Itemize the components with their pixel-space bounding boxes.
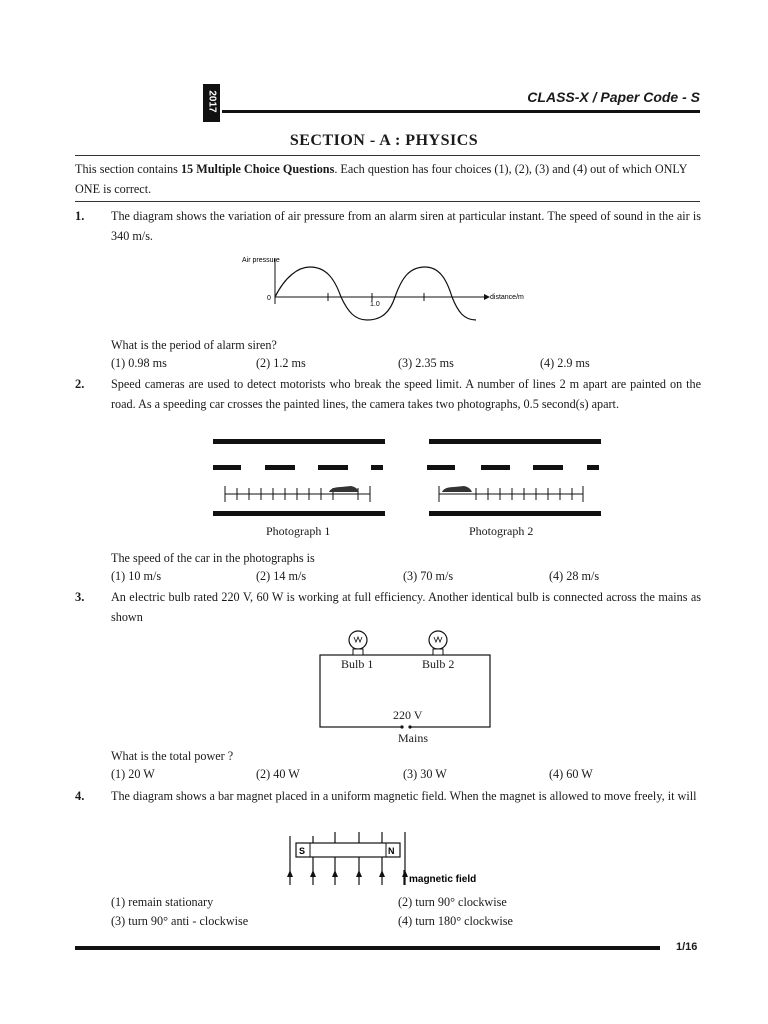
photograph-2-road [427, 439, 601, 516]
question-prompt-2: The speed of the car in the photographs is [111, 551, 315, 565]
mains-terminal [400, 725, 403, 728]
q4-option-1[interactable]: (1) remain stationary [111, 895, 214, 909]
lane-dash [587, 465, 599, 470]
q2-option-3[interactable]: (3) 70 m/s [403, 569, 454, 583]
bulb-2-icon [429, 631, 447, 655]
q4-option-3[interactable]: (3) turn 90° anti - clockwise [111, 914, 249, 928]
voltage-label: 220 V [393, 708, 423, 722]
bulb-1-label: Bulb 1 [341, 657, 374, 671]
section-rule-bottom [75, 201, 700, 202]
q3-option-2[interactable]: (2) 40 W [256, 767, 300, 781]
question-number-2: 2. [75, 377, 85, 391]
bulb-1-icon [349, 631, 367, 655]
q2-option-4[interactable]: (4) 28 m/s [549, 569, 600, 583]
road-edge [429, 439, 601, 444]
section-rule-top [75, 155, 700, 156]
road-edge [213, 439, 385, 444]
q3-option-3[interactable]: (3) 30 W [403, 767, 447, 781]
speed-camera-road-figure [205, 437, 605, 520]
distance-axis-label: distance/m [490, 294, 524, 301]
q1-option-4[interactable]: (4) 2.9 ms [540, 356, 590, 370]
intro-text-bold: 15 Multiple Choice Questions [180, 162, 335, 176]
road-edge [213, 511, 385, 516]
photograph-2-caption: Photograph 2 [469, 524, 534, 538]
q3-option-1[interactable]: (1) 20 W [111, 767, 155, 781]
q1-option-2[interactable]: (2) 1.2 ms [256, 356, 306, 370]
question-prompt-3: What is the total power ? [111, 749, 234, 763]
page-number: 1/16 [676, 941, 698, 953]
q2-option-2[interactable]: (2) 14 m/s [256, 569, 307, 583]
car-photo-2 [442, 486, 472, 492]
question-text-2: Speed cameras are used to detect motorists who break the speed limit. A number of lines 2 m apart are painted on the road. As a speeding car crosses the painted lines, the camera takes two photographs, 0.5 second(s) apart. [111, 377, 701, 411]
field-arrows [287, 870, 408, 877]
question-number-1: 1. [75, 209, 85, 223]
air-pressure-label: Air pressure [242, 257, 280, 264]
q4-option-4[interactable]: (4) turn 180° clockwise [398, 914, 513, 928]
q1-option-1[interactable]: (1) 0.98 ms [111, 356, 167, 370]
photograph-1-road [213, 439, 385, 516]
south-pole-label: S [299, 846, 306, 856]
year-tab [203, 84, 220, 122]
origin-label: 0 [267, 295, 271, 302]
lane-dash [318, 465, 348, 470]
bar-magnet [296, 843, 400, 857]
q4-option-2[interactable]: (2) turn 90° clockwise [398, 895, 507, 909]
road-edge [429, 511, 601, 516]
photograph-1-caption: Photograph 1 [266, 524, 331, 538]
question-text-4: The diagram shows a bar magnet placed in a uniform magnetic field. When the magnet is allowed to move freely, it will [111, 789, 697, 803]
distance-mark-label: 1.0 [370, 301, 380, 308]
magnetic-field-label: magnetic field [409, 874, 477, 885]
question-number-3: 3. [75, 590, 85, 604]
section-title: SECTION - A : PHYSICS [289, 132, 479, 149]
lane-dash [427, 465, 455, 470]
north-pole-label: N [388, 846, 395, 856]
question-text-3: An electric bulb rated 220 V, 60 W is working at full efficiency. Another identical bulb is connected across the mains as shown [111, 590, 701, 624]
car-photo-1 [329, 486, 359, 492]
mains-terminal [408, 725, 411, 728]
field-lines [290, 832, 405, 885]
question-prompt-1: What is the period of alarm siren? [111, 338, 277, 352]
mains-label: Mains [398, 731, 428, 745]
intro-text-post: . Each question has four choices (1), (2), (3) and (4) out of which ONLY ONE is correct. [75, 162, 688, 196]
year-label: 2017 [206, 90, 218, 113]
q1-option-3[interactable]: (3) 2.35 ms [398, 356, 454, 370]
bar-magnet-field-figure [282, 830, 502, 888]
q2-option-1[interactable]: (1) 10 m/s [111, 569, 162, 583]
footer-rule [75, 946, 660, 950]
question-text-1: The diagram shows the variation of air pressure from an alarm siren at particular instant. The speed of sound in the air is 340 m/s. [111, 209, 701, 243]
lane-dash [533, 465, 563, 470]
intro-text-pre: This section contains [75, 162, 181, 176]
air-pressure-wave-figure [230, 252, 550, 328]
lane-dash [265, 465, 295, 470]
pressure-wave-curve [275, 267, 476, 320]
bulb-2-label: Bulb 2 [422, 657, 455, 671]
lane-dash [213, 465, 241, 470]
q3-option-4[interactable]: (4) 60 W [549, 767, 593, 781]
class-paper-code: CLASS-X / Paper Code - S [527, 89, 700, 105]
lane-dash [481, 465, 510, 470]
lane-dash [371, 465, 383, 470]
header-rule [222, 110, 700, 113]
section-intro [75, 159, 700, 199]
question-number-4: 4. [75, 789, 85, 803]
